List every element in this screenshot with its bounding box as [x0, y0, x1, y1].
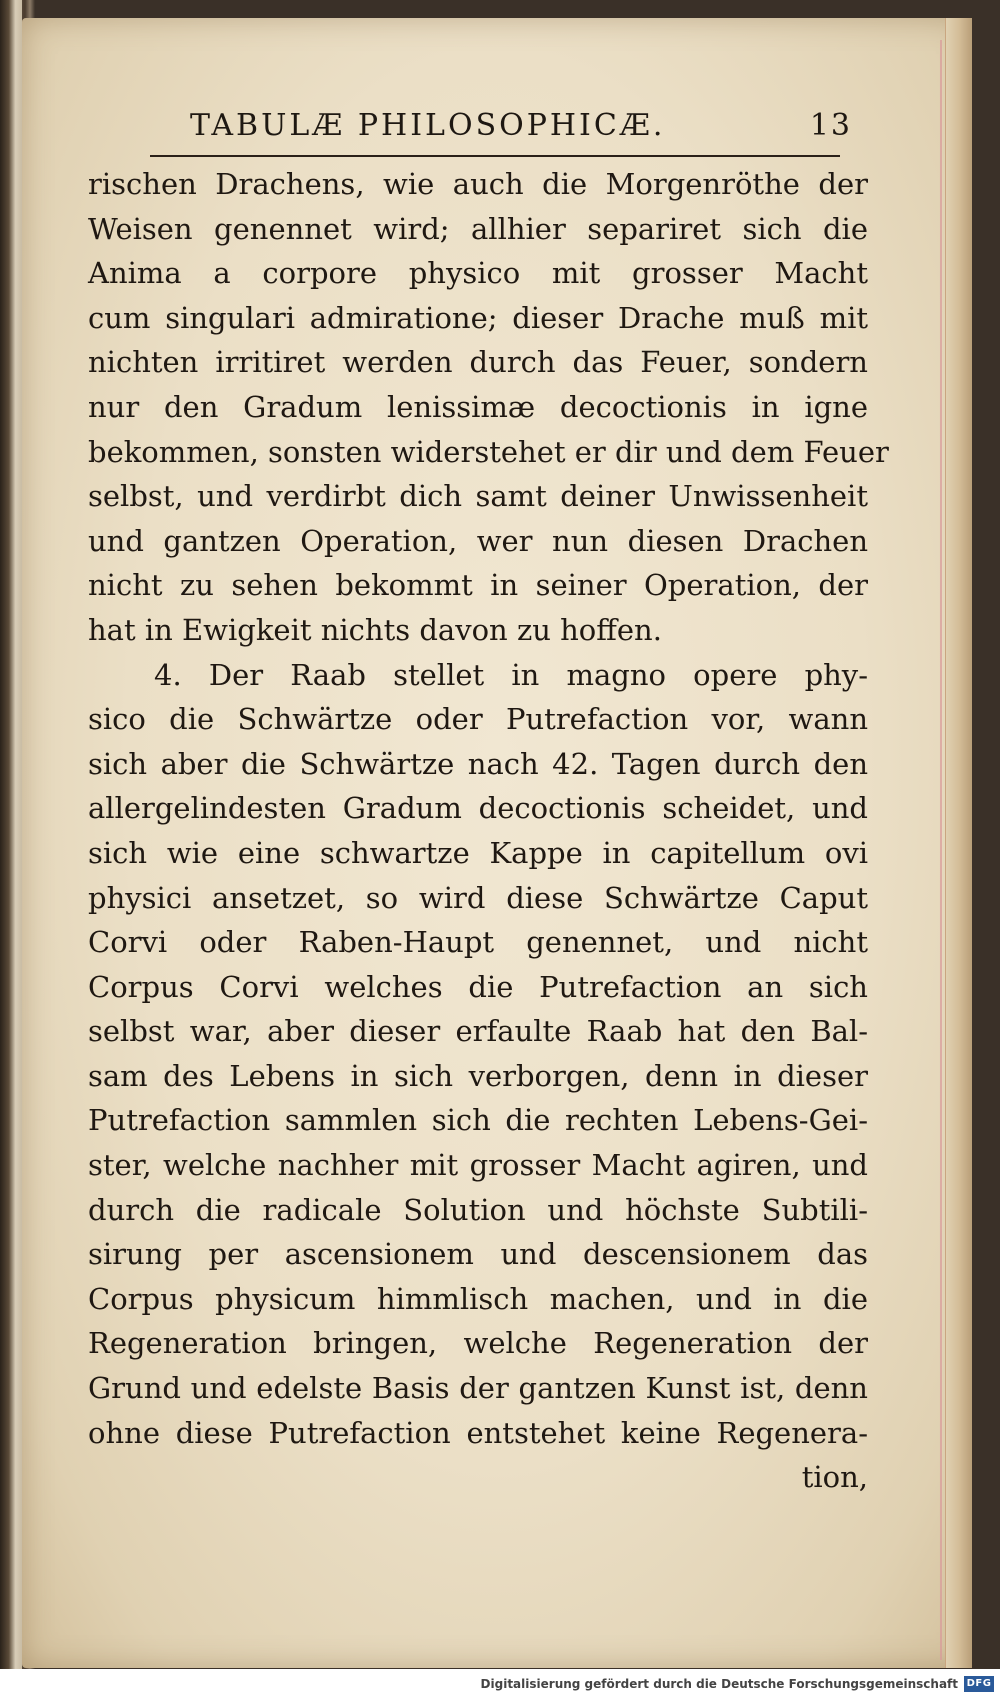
text-line: nur den Gradum lenissimæ decoctionis in igne: [88, 389, 868, 424]
text-line: sich aber die Schwärtze nach 42. Tagen durch den: [88, 746, 868, 781]
text-line: sich wie eine schwartze Kappe in capitellum ovi: [88, 835, 868, 870]
text-line: selbst, und verdirbt dich samt deiner Unwissenheit: [88, 479, 868, 514]
text-line: Corpus Corvi welches die Putrefaction an sich: [88, 969, 868, 1004]
text-line: physici ansetzet, so wird diese Schwärtze Caput: [88, 880, 868, 915]
margin-rule: [940, 40, 942, 1660]
body-text: [88, 162, 889, 1500]
page-header: [190, 108, 860, 156]
binding-edge: [0, 0, 22, 1697]
text-line: selbst war, aber dieser erfaulte Raab hat den Bal-: [88, 1014, 868, 1049]
footer-bar: [0, 1669, 1000, 1697]
paragraph-start-line: 4. Der Raab stellet in magno opere phy-: [154, 657, 868, 692]
text-line: nicht zu sehen bekommt in seiner Operation, der: [88, 568, 868, 603]
text-line: Weisen genennet wird; allhier separiret sich die: [88, 211, 868, 246]
page-number: 13: [809, 108, 852, 143]
text-line: sam des Lebens in sich verborgen, denn in dieser: [88, 1058, 868, 1093]
text-line: nichten irritiret werden durch das Feuer, sondern: [88, 345, 868, 380]
text-line: durch die radicale Solution und höchste Subtili-: [88, 1192, 868, 1227]
text-line: Corvi oder Raben-Haupt genennet, und nicht: [88, 925, 868, 960]
text-line: Anima a corpore physico mit grosser Macht: [88, 256, 868, 291]
text-line: ster, welche nachher mit grosser Macht agiren, und: [88, 1148, 868, 1183]
text-line: und gantzen Operation, wer nun diesen Drachen: [88, 523, 868, 558]
dfg-logo-icon: DFG: [964, 1676, 994, 1692]
text-line: Regeneration bringen, welche Regeneration der: [88, 1326, 868, 1361]
text-line: sirung per ascensionem und descensionem das: [88, 1237, 868, 1272]
text-line: hat in Ewigkeit nichts davon zu hoffen.: [88, 612, 662, 647]
header-rule: [150, 155, 840, 157]
text-line: Grund und edelste Basis der gantzen Kunst ist, denn: [88, 1371, 868, 1406]
text-line: bekommen, sonsten widerstehet er dir und dem Feuer: [88, 434, 889, 469]
running-title: TABULÆ PHILOSOPHICÆ.: [190, 108, 666, 143]
text-line: rischen Drachens, wie auch die Morgenröthe der: [88, 167, 868, 201]
footer-credit: Digitalisierung gefördert durch die Deutsche Forschungsgemeinschaft: [480, 1677, 958, 1691]
text-line: Putrefaction sammlen sich die rechten Lebens-Gei-: [88, 1103, 868, 1138]
text-line: ohne diese Putrefaction entstehet keine Regenera-: [88, 1415, 868, 1450]
text-line: allergelindesten Gradum decoctionis scheidet, und: [88, 791, 868, 826]
text-line: Corpus physicum himmlisch machen, und in die: [88, 1281, 868, 1316]
text-line: cum singulari admiratione; dieser Drache muß mit: [88, 300, 868, 335]
catchword: tion,: [801, 1460, 868, 1495]
page-fore-edge: [945, 18, 972, 1668]
text-line: sico die Schwärtze oder Putrefaction vor, wann: [88, 702, 868, 737]
